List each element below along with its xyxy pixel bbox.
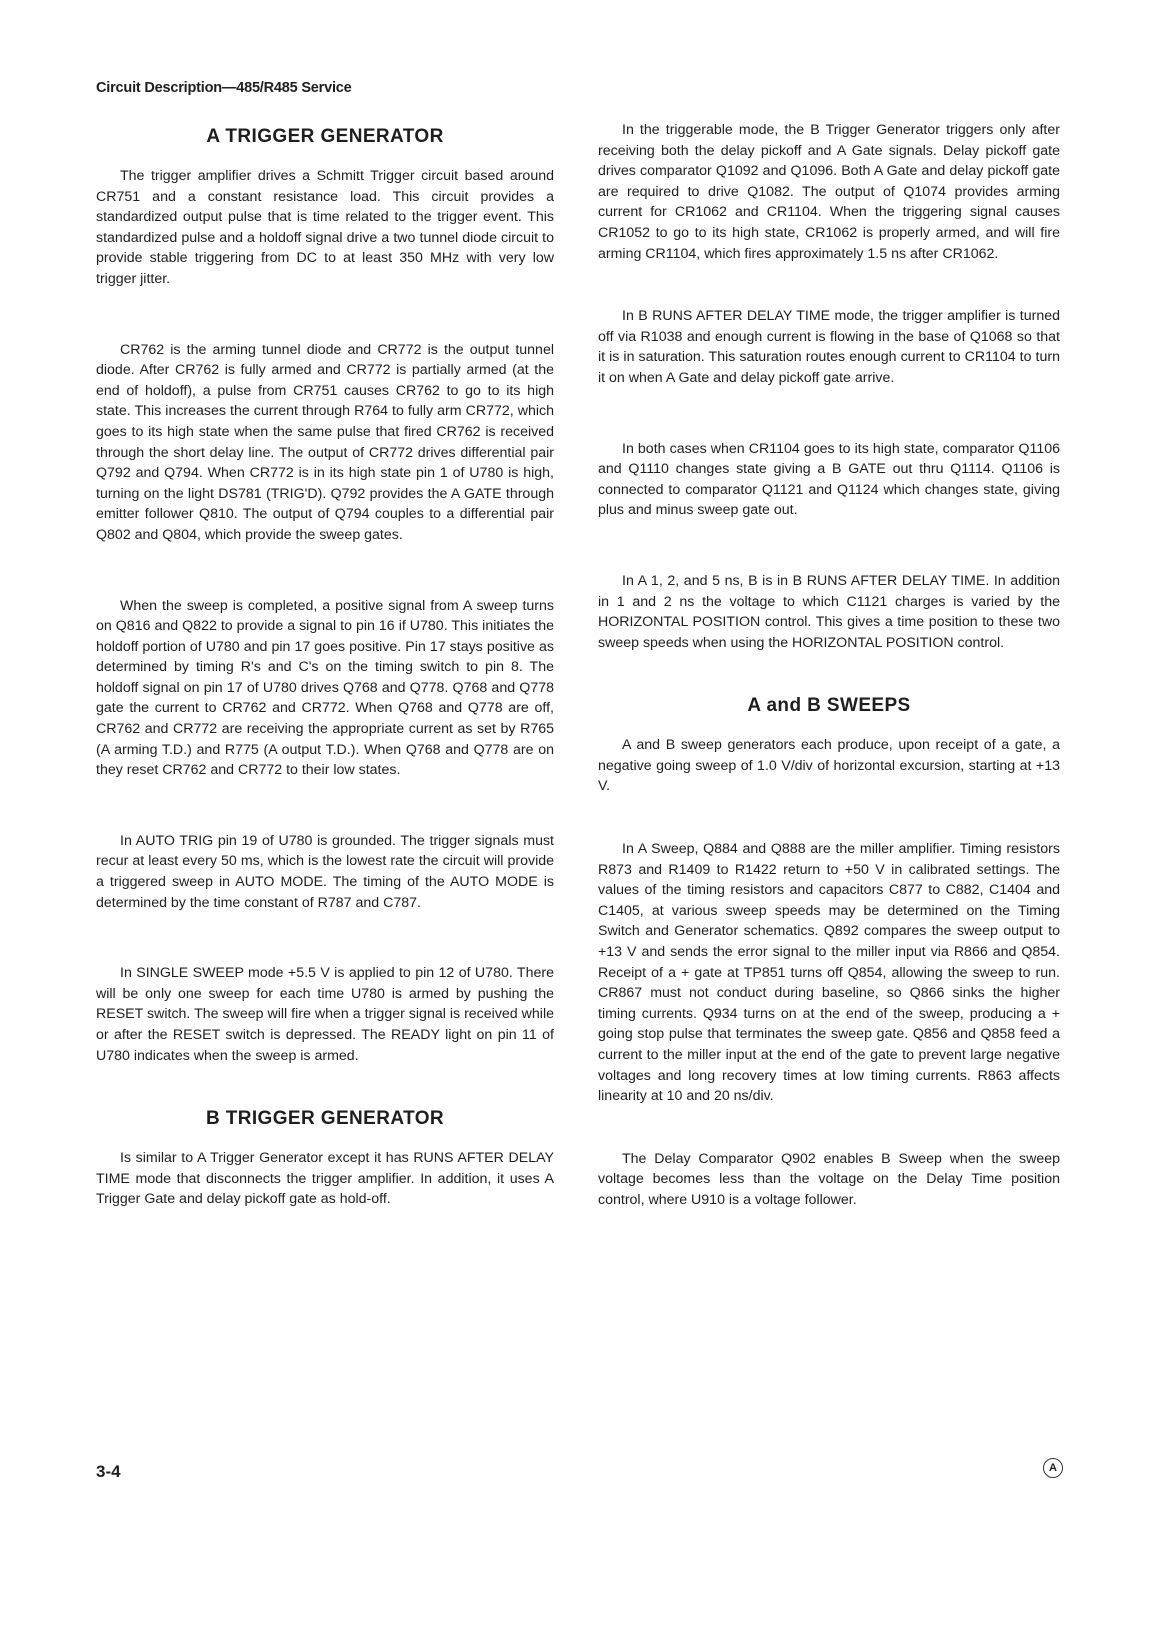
revision-mark-icon: A [1043, 1458, 1063, 1478]
paragraph: In A 1, 2, and 5 ns, B is in B RUNS AFTER DELAY TIME. In addition in 1 and 2 ns the voltage to which C1121 charges is varied by the HORIZONTAL POSITION control. This gives a time position to these two sweep speeds when using the HORIZONTAL POSITION control. [598, 572, 1060, 651]
running-header: Circuit Description—485/R485 Service [96, 80, 352, 96]
paragraph: The Delay Comparator Q902 enables B Sweep when the sweep voltage becomes less than the voltage on the Delay Time position control, where U910 is a voltage follower. [598, 1150, 1060, 1208]
paragraph: When the sweep is completed, a positive signal from A sweep turns on Q816 and Q822 to provide a signal to pin 16 if U780. This initiates the holdoff portion of U780 and pin 17 goes positive. Pin 17 stays positive as determined by timing R's and C's on the timing switch to pin 8. The holdoff signal on pin 17 of U780 drives Q768 and Q778. Q768 and Q778 gate the current to CR762 and CR772. When Q768 and Q778 are off, CR762 and CR772 are receiving the appropriate current as set by R765 (A arming T.D.) and R775 (A output T.D.). When Q768 and Q778 are on they reset CR762 and CR772 to their low states. [96, 597, 554, 779]
page-number: 3-4 [96, 1462, 121, 1481]
paragraph: A and B sweep generators each produce, upon receipt of a gate, a negative going sweep of 1.0 V/div of horizontal excursion, starting at +13 V. [598, 737, 1060, 795]
paragraph: In both cases when CR1104 goes to its high state, comparator Q1106 and Q1110 changes state giving a B GATE out thru Q1114. Q1106 is connected to comparator Q1121 and Q1124 which changes state, giving plus and minus sweep gate out. [598, 440, 1060, 519]
paragraph: In the triggerable mode, the B Trigger Generator triggers only after receiving both the delay pickoff and A Gate signals. Delay pickoff gate drives comparator Q1092 and Q1096. Both A Gate and delay pickoff gate are required to drive Q1082. The output of Q1074 provides arming current for CR1062 and CR1104. When the triggering signal causes CR1052 to go to its high state, CR1062 is properly armed, and will fire arming CR1104, which fires approximately 1.5 ns after CR1062. [598, 122, 1060, 262]
a-trigger-generator-heading: A TRIGGER GENERATOR [206, 126, 444, 147]
paragraph: CR762 is the arming tunnel diode and CR772 is the output tunnel diode. After CR762 is fully armed and CR772 is partially armed (at the end of holdoff), a pulse from CR751 causes CR762 to go to its high state. This increases the current through R764 to fully arm CR772, which goes to its high state when the same pulse that fired CR762 is received through the short delay line. The output of CR772 drives differential pair Q792 and Q794. When CR772 is in its high state pin 1 of U780 is high, turning on the light DS781 (TRIG'D). Q792 provides the A GATE through emitter follower Q810. The output of Q794 couples to a differential pair Q802 and Q804, which provide the sweep gates. [96, 341, 554, 543]
a-and-b-sweeps-heading: A and B SWEEPS [747, 695, 911, 717]
paragraph: In AUTO TRIG pin 19 of U780 is grounded. The trigger signals must recur at least every 50 ms, which is the lowest rate the circuit will provide a triggered sweep in AUTO MODE. The timing of the AUTO MODE is determined by the time constant of R787 and C787. [96, 832, 554, 911]
right-column [598, 120, 1060, 1211]
paragraph: In B RUNS AFTER DELAY TIME mode, the trigger amplifier is turned off via R1038 and enough current is flowing in the base of Q1068 so that it is in saturation. This saturation routes enough current to CR1104 to turn it on when A Gate and delay pickoff gate arrive. [598, 308, 1060, 386]
paragraph: In A Sweep, Q884 and Q888 are the miller amplifier. Timing resistors R873 and R1409 to R1422 return to +50 V in calibrated settings. The values of the timing resistors and capacitors C877 to C882, C1404 and C1405, at various sweep speeds may be determined on the Timing Switch and Generator schematics. Q892 compares the sweep output to +13 V and sends the error signal to the miller input via R866 and Q854. Receipt of a + gate at TP851 turns off Q854, allowing the sweep to run. CR867 must not conduct during baseline, so Q866 sinks the higher timing currents. Q934 turns on at the end of the sweep, producing a + going stop pulse that terminates the sweep gate. Q856 and Q858 feed a current to the miller input at the end of the gate to prevent large negative voltages and long recovery times at low timing currents. R863 affects linearity at 10 and 20 ns/div. [598, 841, 1060, 1105]
paragraph: Is similar to A Trigger Generator except it has RUNS AFTER DELAY TIME mode that disconnects the trigger amplifier. In addition, it uses A Trigger Gate and delay pickoff gate as hold-off. [96, 1150, 554, 1208]
paragraph: In SINGLE SWEEP mode +5.5 V is applied to pin 12 of U780. There will be only one sweep for each time U780 is armed by pushing the RESET switch. The sweep will fire when a trigger signal is received while or after the RESET switch is depressed. The READY light on pin 11 of U780 indicates when the sweep is armed. [96, 965, 554, 1064]
b-trigger-generator-heading: B TRIGGER GENERATOR [205, 1108, 445, 1130]
paragraph: The trigger amplifier drives a Schmitt Trigger circuit based around CR751 and a constant resistance load. This circuit provides a standardized output pulse that is time related to the trigger event. This standardized pulse and a holdoff signal drive a two tunnel diode circuit to provide stable triggering from DC to at least 350 MHz with very low trigger jitter. [96, 168, 554, 287]
left-column [96, 120, 554, 1210]
